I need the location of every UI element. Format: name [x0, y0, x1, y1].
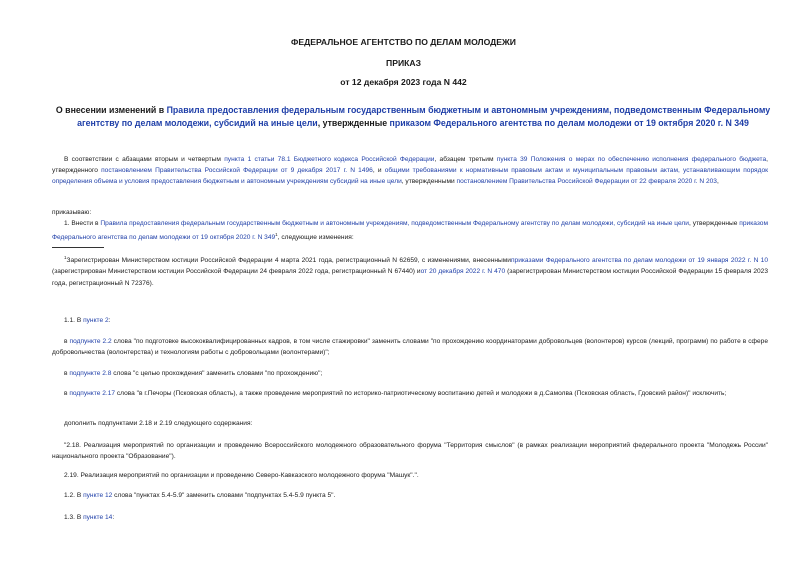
subitem-1-1 [64, 315, 111, 326]
title-link-rules[interactable]: Правила предоставления федеральным государственным бюджетным и автономным учреждениям, подведомственным Федеральному агентству по делам молодежи, субсидий на иные цели [77, 105, 771, 128]
subitem-2-17-change [52, 388, 768, 399]
subitem-text: : [108, 317, 111, 324]
link-general-requirements[interactable]: общими требованиями к нормативным правовым актам и муниципальным правовым актам, устанавливающим порядок определения объема и условия предоставления бюджетным и автономным учреждениям субсидий на иные цели [52, 167, 769, 186]
quote-2-19: 2.19. Реализация мероприятий по организации и проведению Северо-Кавказского молодежного форума "Машук".". [64, 472, 419, 479]
subitem-text: 1.3. В [64, 514, 84, 521]
addition-line: дополнить подпунктами 2.18 и 2.19 следующего содержания: [64, 420, 253, 427]
subitem-2-8-change [64, 368, 322, 379]
preamble-paragraph [52, 154, 768, 188]
subitem-1-2 [64, 490, 335, 501]
link-subpoint-2-8[interactable]: подпункте 2.8 [69, 370, 112, 377]
title-text: О внесении изменений в [55, 105, 167, 115]
footnote-ref[interactable]: 1 [275, 232, 278, 238]
subitem-text: слова "по подготовке высококвалифицированных кадров, в том числе стажировки" заменить словами "по прохождению координаторами добровольцев (волонтеров) курсов (лекций, программ) по работе в сфере добровольчества (волонтерства) и технологиям работы с добровольцами (волонтерами)"; [52, 338, 768, 357]
footnote-text: (зарегистрирован Министерством юстиции Российской Федерации 15 февраля 2023 года, регистрационный N 72376). [52, 268, 769, 287]
subitem-text: 1.2. В [64, 492, 84, 499]
footnote-separator [52, 247, 104, 248]
subitem-text: в [64, 338, 70, 345]
link-budget-regulation[interactable]: пункта 39 Положения о мерах по обеспечению исполнения федерального бюджета [496, 156, 767, 163]
preamble-text: , абзацем третьим [434, 156, 497, 163]
preamble-text: , и [372, 167, 385, 175]
link-order-470[interactable]: от 20 декабря 2022 г. N 470 [420, 268, 506, 276]
preamble-text: , [716, 178, 719, 186]
agency-name: ФЕДЕРАЛЬНОЕ АГЕНТСТВО ПО ДЕЛАМ МОЛОДЕЖИ [291, 37, 516, 47]
document-title [48, 104, 778, 130]
document-date: от 12 декабря 2023 года N 442 [340, 77, 467, 87]
subitem-text: 1.1. В [64, 317, 84, 324]
item-text: 1. Внести в [64, 220, 101, 227]
item-text: , утвержденные [688, 220, 740, 227]
preamble-text: , утвержденными [401, 178, 457, 186]
subitem-2-2-change [52, 336, 768, 358]
link-subpoint-2-17[interactable]: подпункте 2.17 [69, 390, 116, 397]
footnote-paragraph [52, 252, 768, 289]
footnote-text: (зарегистрирован Министерством юстиции Российской Федерации 24 февраля 2022 года, регистрационный N 67440) и [52, 268, 421, 276]
subitem-text: слова "пунктах 5.4-5.9" заменить словами "подпунктах 5.4-5.9 пункта 5". [112, 492, 336, 499]
link-subpoint-2-2[interactable]: подпункте 2.2 [69, 338, 112, 345]
subitem-text: слова "с целью прохождения" заменить словами "по прохождению"; [111, 370, 323, 377]
item-1-paragraph [52, 218, 768, 244]
subitem-text: в [64, 390, 70, 397]
orders-line: приказываю: [52, 209, 92, 216]
link-resolution-1496[interactable]: постановлением Правительства Российской Федерации от 9 декабря 2017 г. N 1496 [101, 167, 373, 175]
footnote-mark: 1 [64, 255, 67, 260]
link-point-2[interactable]: пункте 2 [83, 317, 109, 324]
preamble-text: , утвержденного [52, 156, 769, 175]
footnote-text: Зарегистрирован Министерством юстиции Российской Федерации 4 марта 2021 года, регистрационный N 62659, с изменениями, внесенными [66, 257, 511, 265]
link-resolution-203[interactable]: постановлением Правительства Российской Федерации от 22 февраля 2020 г. N 203 [456, 178, 717, 186]
subitem-1-3 [64, 512, 114, 523]
subitem-text: слова "в г.Печоры (Псковская область), а также проведение мероприятий по историко-патриотическому воспитанию детей и молодежи в д.Самолва (Псковская область, Гдовский район)" исключить; [115, 390, 727, 397]
preamble-text: В соответствии с абзацами вторым и четвертым [64, 156, 225, 163]
title-text: , утвержденные [317, 118, 390, 128]
item-text: , следующие изменения: [277, 234, 354, 242]
link-point-14[interactable]: пункте 14 [83, 514, 113, 521]
subitem-text: в [64, 370, 70, 377]
link-budget-code[interactable]: пункта 1 статьи 78.1 Бюджетного кодекса Российской Федерации [224, 156, 435, 163]
link-rules[interactable]: Правила предоставления федеральным государственным бюджетным и автономным учреждениям, подведомственным Федеральному агентству по делам молодежи, субсидий на иные цели [100, 220, 689, 227]
link-order-349[interactable]: приказом Федерального агентства по делам молодежи от 19 октября 2020 г. N 349 [52, 220, 768, 242]
document-type: ПРИКАЗ [386, 58, 421, 68]
quote-2-18: "2.18. Реализация мероприятий по организации и проведению Всероссийского молодежного образовательного форума "Территория смыслов" (в рамках реализации мероприятий федерального проекта "Молодежь России" национального проекта "Образование"). [52, 442, 768, 461]
title-link-order[interactable]: приказом Федерального агентства по делам молодежи от 19 октября 2020 г. N 349 [389, 118, 749, 128]
subitem-text: : [112, 514, 115, 521]
link-point-12[interactable]: пункте 12 [83, 492, 113, 499]
link-orders-10[interactable]: приказами Федерального агентства по делам молодежи от 19 января 2022 г. N 10 [510, 257, 769, 265]
